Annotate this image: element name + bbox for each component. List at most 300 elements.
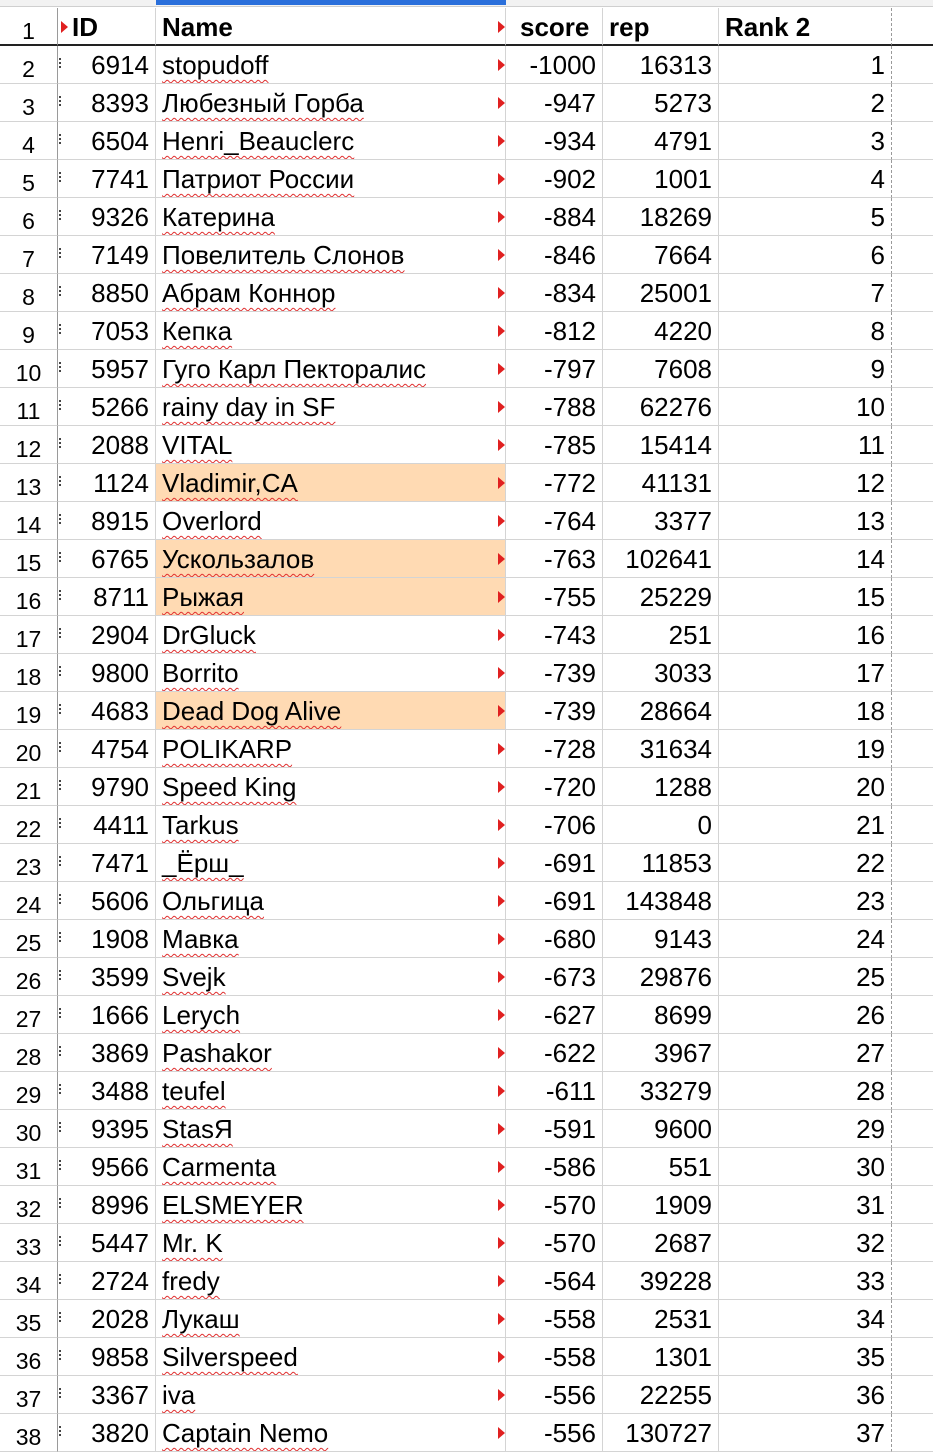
- cell-rank[interactable]: 13: [719, 502, 892, 540]
- cell-rep[interactable]: 33279: [603, 1072, 719, 1110]
- table-row: [0, 1224, 933, 1262]
- cell-id[interactable]: 2088: [58, 426, 156, 464]
- empty-cell[interactable]: [892, 350, 933, 388]
- cell-rank[interactable]: 16: [719, 616, 892, 654]
- cell-id[interactable]: 5957: [58, 350, 156, 388]
- empty-cell[interactable]: [892, 198, 933, 236]
- cell-id[interactable]: 8996: [58, 1186, 156, 1224]
- cell-rep[interactable]: 8699: [603, 996, 719, 1034]
- header-cell-rep[interactable]: rep: [603, 8, 719, 46]
- cell-score[interactable]: -691: [506, 844, 603, 882]
- cell-id[interactable]: 2028: [58, 1300, 156, 1338]
- cell-score[interactable]: -739: [506, 692, 603, 730]
- cell-id[interactable]: 7053: [58, 312, 156, 350]
- cell-name[interactable]: [156, 1338, 506, 1376]
- cell-rank[interactable]: 21: [719, 806, 892, 844]
- cell-id[interactable]: 1666: [58, 996, 156, 1034]
- cell-rank[interactable]: 33: [719, 1262, 892, 1300]
- cell-name[interactable]: [156, 882, 506, 920]
- cell-rep[interactable]: 2531: [603, 1300, 719, 1338]
- row-header[interactable]: 9: [0, 312, 58, 350]
- empty-cell[interactable]: [892, 426, 933, 464]
- comment-indicator-icon: [498, 971, 505, 983]
- cell-rep[interactable]: 1001: [603, 160, 719, 198]
- cell-rank[interactable]: 25: [719, 958, 892, 996]
- cell-rank[interactable]: 26: [719, 996, 892, 1034]
- cell-rank[interactable]: 10: [719, 388, 892, 426]
- cell-name[interactable]: [156, 350, 506, 388]
- cell-id[interactable]: 3488: [58, 1072, 156, 1110]
- cell-name[interactable]: [156, 1148, 506, 1186]
- cell-rep[interactable]: 39228: [603, 1262, 719, 1300]
- cell-id[interactable]: 2904: [58, 616, 156, 654]
- row-header[interactable]: 6: [0, 198, 58, 236]
- cell-id[interactable]: 9566: [58, 1148, 156, 1186]
- cell-rank[interactable]: 29: [719, 1110, 892, 1148]
- cell-rep[interactable]: 130727: [603, 1414, 719, 1452]
- row-header[interactable]: 16: [0, 578, 58, 616]
- empty-cell[interactable]: [892, 578, 933, 616]
- row-header[interactable]: 38: [0, 1414, 58, 1452]
- cell-score[interactable]: -570: [506, 1224, 603, 1262]
- cell-score[interactable]: -564: [506, 1262, 603, 1300]
- row-header[interactable]: 22: [0, 806, 58, 844]
- empty-cell[interactable]: [892, 122, 933, 160]
- cell-score[interactable]: -673: [506, 958, 603, 996]
- comment-indicator-icon: [498, 1427, 505, 1439]
- table-row: [0, 920, 933, 958]
- comment-indicator-icon: [498, 325, 505, 337]
- row-header[interactable]: 28: [0, 1034, 58, 1072]
- row-header[interactable]: 4: [0, 122, 58, 160]
- cell-rank[interactable]: 24: [719, 920, 892, 958]
- cell-name[interactable]: [156, 1300, 506, 1338]
- cell-rep[interactable]: 4791: [603, 122, 719, 160]
- cell-score[interactable]: -558: [506, 1338, 603, 1376]
- cell-score[interactable]: -785: [506, 426, 603, 464]
- cell-id[interactable]: 3869: [58, 1034, 156, 1072]
- cell-id[interactable]: 1908: [58, 920, 156, 958]
- cell-score[interactable]: -680: [506, 920, 603, 958]
- row-header[interactable]: 25: [0, 920, 58, 958]
- cell-score[interactable]: -556: [506, 1414, 603, 1452]
- cell-name[interactable]: [156, 1262, 506, 1300]
- cell-id[interactable]: 7471: [58, 844, 156, 882]
- cell-score[interactable]: -586: [506, 1148, 603, 1186]
- empty-cell[interactable]: [892, 274, 933, 312]
- cell-rank[interactable]: 19: [719, 730, 892, 768]
- table-row: [0, 1414, 933, 1452]
- cell-id[interactable]: 9858: [58, 1338, 156, 1376]
- cell-score[interactable]: -558: [506, 1300, 603, 1338]
- table-row: [0, 236, 933, 274]
- cell-rep[interactable]: 16313: [603, 46, 719, 84]
- cell-name[interactable]: [156, 1110, 506, 1148]
- row-header[interactable]: 24: [0, 882, 58, 920]
- cell-rep[interactable]: 3377: [603, 502, 719, 540]
- selected-column-indicator: [156, 0, 506, 5]
- cell-rank[interactable]: 31: [719, 1186, 892, 1224]
- empty-cell[interactable]: [892, 502, 933, 540]
- empty-cell[interactable]: [892, 1300, 933, 1338]
- name-text: Captain Nemo: [162, 1418, 329, 1448]
- row-header[interactable]: 7: [0, 236, 58, 274]
- cell-name[interactable]: [156, 160, 506, 198]
- table-row: [0, 654, 933, 692]
- empty-cell[interactable]: [892, 46, 933, 84]
- comment-indicator-icon: [498, 515, 505, 527]
- cell-name[interactable]: [156, 1186, 506, 1224]
- cell-rep[interactable]: 9600: [603, 1110, 719, 1148]
- name-text: Лукаш: [162, 1304, 240, 1334]
- row-header[interactable]: 11: [0, 388, 58, 426]
- cell-name[interactable]: [156, 730, 506, 768]
- name-text: VITAL: [162, 430, 233, 460]
- empty-cell[interactable]: [892, 160, 933, 198]
- comment-indicator-icon: [498, 21, 505, 33]
- cell-rank[interactable]: 35: [719, 1338, 892, 1376]
- cell-name[interactable]: [156, 312, 506, 350]
- row-header[interactable]: 2: [0, 46, 58, 84]
- row-header[interactable]: 19: [0, 692, 58, 730]
- empty-cell[interactable]: [892, 84, 933, 122]
- cell-rep[interactable]: 31634: [603, 730, 719, 768]
- cell-id[interactable]: 6914: [58, 46, 156, 84]
- comment-indicator-icon: [498, 1237, 505, 1249]
- empty-cell[interactable]: [892, 1148, 933, 1186]
- cell-score[interactable]: -1000: [506, 46, 603, 84]
- cell-rank[interactable]: 34: [719, 1300, 892, 1338]
- name-text: teufel: [162, 1076, 226, 1106]
- empty-cell[interactable]: [892, 1034, 933, 1072]
- cell-rep[interactable]: 29876: [603, 958, 719, 996]
- comment-indicator-icon: [498, 553, 505, 565]
- empty-cell[interactable]: [892, 730, 933, 768]
- empty-cell[interactable]: [892, 1072, 933, 1110]
- cell-rep[interactable]: 251: [603, 616, 719, 654]
- cell-rep[interactable]: 7608: [603, 350, 719, 388]
- comment-indicator-icon: [498, 1085, 505, 1097]
- cell-id[interactable]: 9790: [58, 768, 156, 806]
- empty-cell[interactable]: [892, 692, 933, 730]
- table-row: [0, 540, 933, 578]
- cell-rank[interactable]: 20: [719, 768, 892, 806]
- cell-rank[interactable]: 7: [719, 274, 892, 312]
- row-header[interactable]: 34: [0, 1262, 58, 1300]
- cell-name[interactable]: [156, 996, 506, 1034]
- row-header[interactable]: 37: [0, 1376, 58, 1414]
- empty-cell[interactable]: [892, 388, 933, 426]
- cell-rank[interactable]: 12: [719, 464, 892, 502]
- empty-cell[interactable]: [892, 8, 933, 46]
- cell-id[interactable]: 1124: [58, 464, 156, 502]
- name-text: _Ёрш_: [162, 848, 244, 878]
- cell-rank[interactable]: 36: [719, 1376, 892, 1414]
- cell-id[interactable]: 5266: [58, 388, 156, 426]
- cell-name[interactable]: [156, 46, 506, 84]
- cell-score[interactable]: -884: [506, 198, 603, 236]
- empty-cell[interactable]: [892, 844, 933, 882]
- empty-cell[interactable]: [892, 1262, 933, 1300]
- empty-cell[interactable]: [892, 464, 933, 502]
- row-header[interactable]: 31: [0, 1148, 58, 1186]
- cell-id[interactable]: 8711: [58, 578, 156, 616]
- cell-rep[interactable]: 22255: [603, 1376, 719, 1414]
- row-header[interactable]: 23: [0, 844, 58, 882]
- cell-rep[interactable]: 25001: [603, 274, 719, 312]
- cell-id[interactable]: 6504: [58, 122, 156, 160]
- cell-score[interactable]: -788: [506, 388, 603, 426]
- cell-name[interactable]: [156, 540, 506, 578]
- cell-score[interactable]: -622: [506, 1034, 603, 1072]
- cell-score[interactable]: -846: [506, 236, 603, 274]
- cell-rep[interactable]: 9143: [603, 920, 719, 958]
- cell-rank[interactable]: 1: [719, 46, 892, 84]
- cell-score[interactable]: -902: [506, 160, 603, 198]
- cell-rank[interactable]: 6: [719, 236, 892, 274]
- row-header[interactable]: 5: [0, 160, 58, 198]
- cell-name[interactable]: [156, 1376, 506, 1414]
- cell-id[interactable]: 8850: [58, 274, 156, 312]
- empty-cell[interactable]: [892, 1224, 933, 1262]
- cell-rep[interactable]: 3033: [603, 654, 719, 692]
- cell-name[interactable]: [156, 844, 506, 882]
- cell-rep[interactable]: 41131: [603, 464, 719, 502]
- cell-rank[interactable]: 3: [719, 122, 892, 160]
- cell-rep[interactable]: 25229: [603, 578, 719, 616]
- cell-score[interactable]: -755: [506, 578, 603, 616]
- empty-cell[interactable]: [892, 540, 933, 578]
- row-header[interactable]: 33: [0, 1224, 58, 1262]
- cell-rank[interactable]: 9: [719, 350, 892, 388]
- cell-rank[interactable]: 27: [719, 1034, 892, 1072]
- row-header[interactable]: 29: [0, 1072, 58, 1110]
- cell-score[interactable]: -720: [506, 768, 603, 806]
- cell-score[interactable]: -763: [506, 540, 603, 578]
- empty-cell[interactable]: [892, 1376, 933, 1414]
- cell-name[interactable]: [156, 274, 506, 312]
- cell-score[interactable]: -691: [506, 882, 603, 920]
- cell-id[interactable]: 6765: [58, 540, 156, 578]
- cell-id[interactable]: 4683: [58, 692, 156, 730]
- cell-id[interactable]: 8915: [58, 502, 156, 540]
- cell-rank[interactable]: 15: [719, 578, 892, 616]
- cell-id[interactable]: 2724: [58, 1262, 156, 1300]
- empty-cell[interactable]: [892, 616, 933, 654]
- cell-score[interactable]: -764: [506, 502, 603, 540]
- empty-cell[interactable]: [892, 920, 933, 958]
- cell-name[interactable]: [156, 388, 506, 426]
- cell-rep[interactable]: 0: [603, 806, 719, 844]
- empty-cell[interactable]: [892, 1338, 933, 1376]
- cell-rank[interactable]: 28: [719, 1072, 892, 1110]
- cell-rep[interactable]: 15414: [603, 426, 719, 464]
- cell-score[interactable]: -570: [506, 1186, 603, 1224]
- cell-name[interactable]: [156, 84, 506, 122]
- table-row: [0, 730, 933, 768]
- cell-rep[interactable]: 62276: [603, 388, 719, 426]
- cell-score[interactable]: -627: [506, 996, 603, 1034]
- row-header[interactable]: 35: [0, 1300, 58, 1338]
- table-row: [0, 1186, 933, 1224]
- cell-id[interactable]: 4411: [58, 806, 156, 844]
- cell-name[interactable]: [156, 616, 506, 654]
- name-text: Carmenta: [162, 1152, 277, 1182]
- header-cell-score[interactable]: score: [506, 8, 603, 46]
- row-header[interactable]: 20: [0, 730, 58, 768]
- row-header[interactable]: 14: [0, 502, 58, 540]
- cell-rank[interactable]: 8: [719, 312, 892, 350]
- cell-score[interactable]: -772: [506, 464, 603, 502]
- cell-id[interactable]: 4754: [58, 730, 156, 768]
- row-header[interactable]: 27: [0, 996, 58, 1034]
- empty-cell[interactable]: [892, 1414, 933, 1452]
- cell-rank[interactable]: 22: [719, 844, 892, 882]
- cell-name[interactable]: [156, 958, 506, 996]
- empty-cell[interactable]: [892, 1186, 933, 1224]
- cell-id[interactable]: 7149: [58, 236, 156, 274]
- cell-name[interactable]: [156, 502, 506, 540]
- row-header[interactable]: 1: [0, 8, 58, 46]
- row-header[interactable]: 21: [0, 768, 58, 806]
- cell-score[interactable]: -706: [506, 806, 603, 844]
- empty-cell[interactable]: [892, 312, 933, 350]
- cell-rep[interactable]: 28664: [603, 692, 719, 730]
- row-header[interactable]: 26: [0, 958, 58, 996]
- empty-cell[interactable]: [892, 806, 933, 844]
- cell-rep[interactable]: 102641: [603, 540, 719, 578]
- cell-rep[interactable]: 1301: [603, 1338, 719, 1376]
- cell-rank[interactable]: 30: [719, 1148, 892, 1186]
- cell-id[interactable]: 3820: [58, 1414, 156, 1452]
- cell-id[interactable]: 8393: [58, 84, 156, 122]
- row-header[interactable]: 8: [0, 274, 58, 312]
- cell-name[interactable]: [156, 464, 506, 502]
- cell-rep[interactable]: 551: [603, 1148, 719, 1186]
- name-text: Svejk: [162, 962, 226, 992]
- row-header[interactable]: 10: [0, 350, 58, 388]
- row-header[interactable]: 3: [0, 84, 58, 122]
- name-text: fredy: [162, 1266, 220, 1296]
- cell-rank[interactable]: 4: [719, 160, 892, 198]
- cell-id[interactable]: 3599: [58, 958, 156, 996]
- cell-rank[interactable]: 18: [719, 692, 892, 730]
- cell-name[interactable]: [156, 1414, 506, 1452]
- cell-rep[interactable]: 143848: [603, 882, 719, 920]
- row-header[interactable]: 36: [0, 1338, 58, 1376]
- cell-rep[interactable]: 5273: [603, 84, 719, 122]
- cell-rep[interactable]: 11853: [603, 844, 719, 882]
- cell-name[interactable]: [156, 198, 506, 236]
- row-header[interactable]: 13: [0, 464, 58, 502]
- cell-score[interactable]: -591: [506, 1110, 603, 1148]
- cell-rank[interactable]: 14: [719, 540, 892, 578]
- table-row: [0, 1148, 933, 1186]
- cell-id[interactable]: 5606: [58, 882, 156, 920]
- cell-rep[interactable]: 18269: [603, 198, 719, 236]
- cell-name[interactable]: [156, 1034, 506, 1072]
- cell-rep[interactable]: 1909: [603, 1186, 719, 1224]
- row-header[interactable]: 12: [0, 426, 58, 464]
- empty-cell[interactable]: [892, 996, 933, 1034]
- cell-rank[interactable]: 5: [719, 198, 892, 236]
- cell-id[interactable]: 9800: [58, 654, 156, 692]
- cell-rank[interactable]: 2: [719, 84, 892, 122]
- cell-id[interactable]: 9326: [58, 198, 156, 236]
- empty-cell[interactable]: [892, 1110, 933, 1148]
- cell-score[interactable]: -611: [506, 1072, 603, 1110]
- cell-rank[interactable]: 17: [719, 654, 892, 692]
- cell-name[interactable]: [156, 692, 506, 730]
- header-cell-rank[interactable]: Rank 2: [719, 8, 892, 46]
- cell-name[interactable]: [156, 578, 506, 616]
- cell-rank[interactable]: 23: [719, 882, 892, 920]
- cell-name[interactable]: [156, 426, 506, 464]
- cell-rank[interactable]: 37: [719, 1414, 892, 1452]
- comment-indicator-icon: [498, 173, 505, 185]
- empty-cell[interactable]: [892, 768, 933, 806]
- cell-name[interactable]: [156, 1072, 506, 1110]
- cell-name[interactable]: [156, 122, 506, 160]
- row-header[interactable]: 17: [0, 616, 58, 654]
- comment-indicator-icon: [498, 933, 505, 945]
- cell-score[interactable]: -934: [506, 122, 603, 160]
- cell-rep[interactable]: 4220: [603, 312, 719, 350]
- cell-id[interactable]: 3367: [58, 1376, 156, 1414]
- cell-rep[interactable]: 2687: [603, 1224, 719, 1262]
- cell-id[interactable]: 5447: [58, 1224, 156, 1262]
- cell-rank[interactable]: 32: [719, 1224, 892, 1262]
- cell-name[interactable]: [156, 920, 506, 958]
- cell-name[interactable]: [156, 768, 506, 806]
- cell-name[interactable]: [156, 1224, 506, 1262]
- empty-cell[interactable]: [892, 882, 933, 920]
- empty-cell[interactable]: [892, 958, 933, 996]
- cell-score[interactable]: -556: [506, 1376, 603, 1414]
- row-header[interactable]: 32: [0, 1186, 58, 1224]
- comment-indicator-icon: [498, 1009, 505, 1021]
- cell-id[interactable]: 9395: [58, 1110, 156, 1148]
- comment-indicator-icon: [498, 895, 505, 907]
- cell-score[interactable]: -728: [506, 730, 603, 768]
- cell-id[interactable]: 7741: [58, 160, 156, 198]
- cell-score[interactable]: -739: [506, 654, 603, 692]
- cell-name[interactable]: [156, 236, 506, 274]
- cell-score[interactable]: -797: [506, 350, 603, 388]
- cell-name[interactable]: [156, 806, 506, 844]
- cell-score[interactable]: -743: [506, 616, 603, 654]
- cell-rank[interactable]: 11: [719, 426, 892, 464]
- cell-score[interactable]: -812: [506, 312, 603, 350]
- name-text: Speed King: [162, 772, 297, 802]
- cell-rep[interactable]: 7664: [603, 236, 719, 274]
- empty-cell[interactable]: [892, 236, 933, 274]
- cell-name[interactable]: [156, 654, 506, 692]
- cell-score[interactable]: -947: [506, 84, 603, 122]
- empty-cell[interactable]: [892, 654, 933, 692]
- row-header[interactable]: 15: [0, 540, 58, 578]
- row-header[interactable]: 18: [0, 654, 58, 692]
- name-text: Overlord: [162, 506, 262, 536]
- cell-rep[interactable]: 3967: [603, 1034, 719, 1072]
- header-cell-id[interactable]: ID: [58, 8, 156, 46]
- comment-indicator-icon: [498, 439, 505, 451]
- cell-score[interactable]: -834: [506, 274, 603, 312]
- cell-rep[interactable]: 1288: [603, 768, 719, 806]
- name-text: iva: [162, 1380, 196, 1410]
- header-cell-name[interactable]: Name: [156, 8, 506, 46]
- row-header[interactable]: 30: [0, 1110, 58, 1148]
